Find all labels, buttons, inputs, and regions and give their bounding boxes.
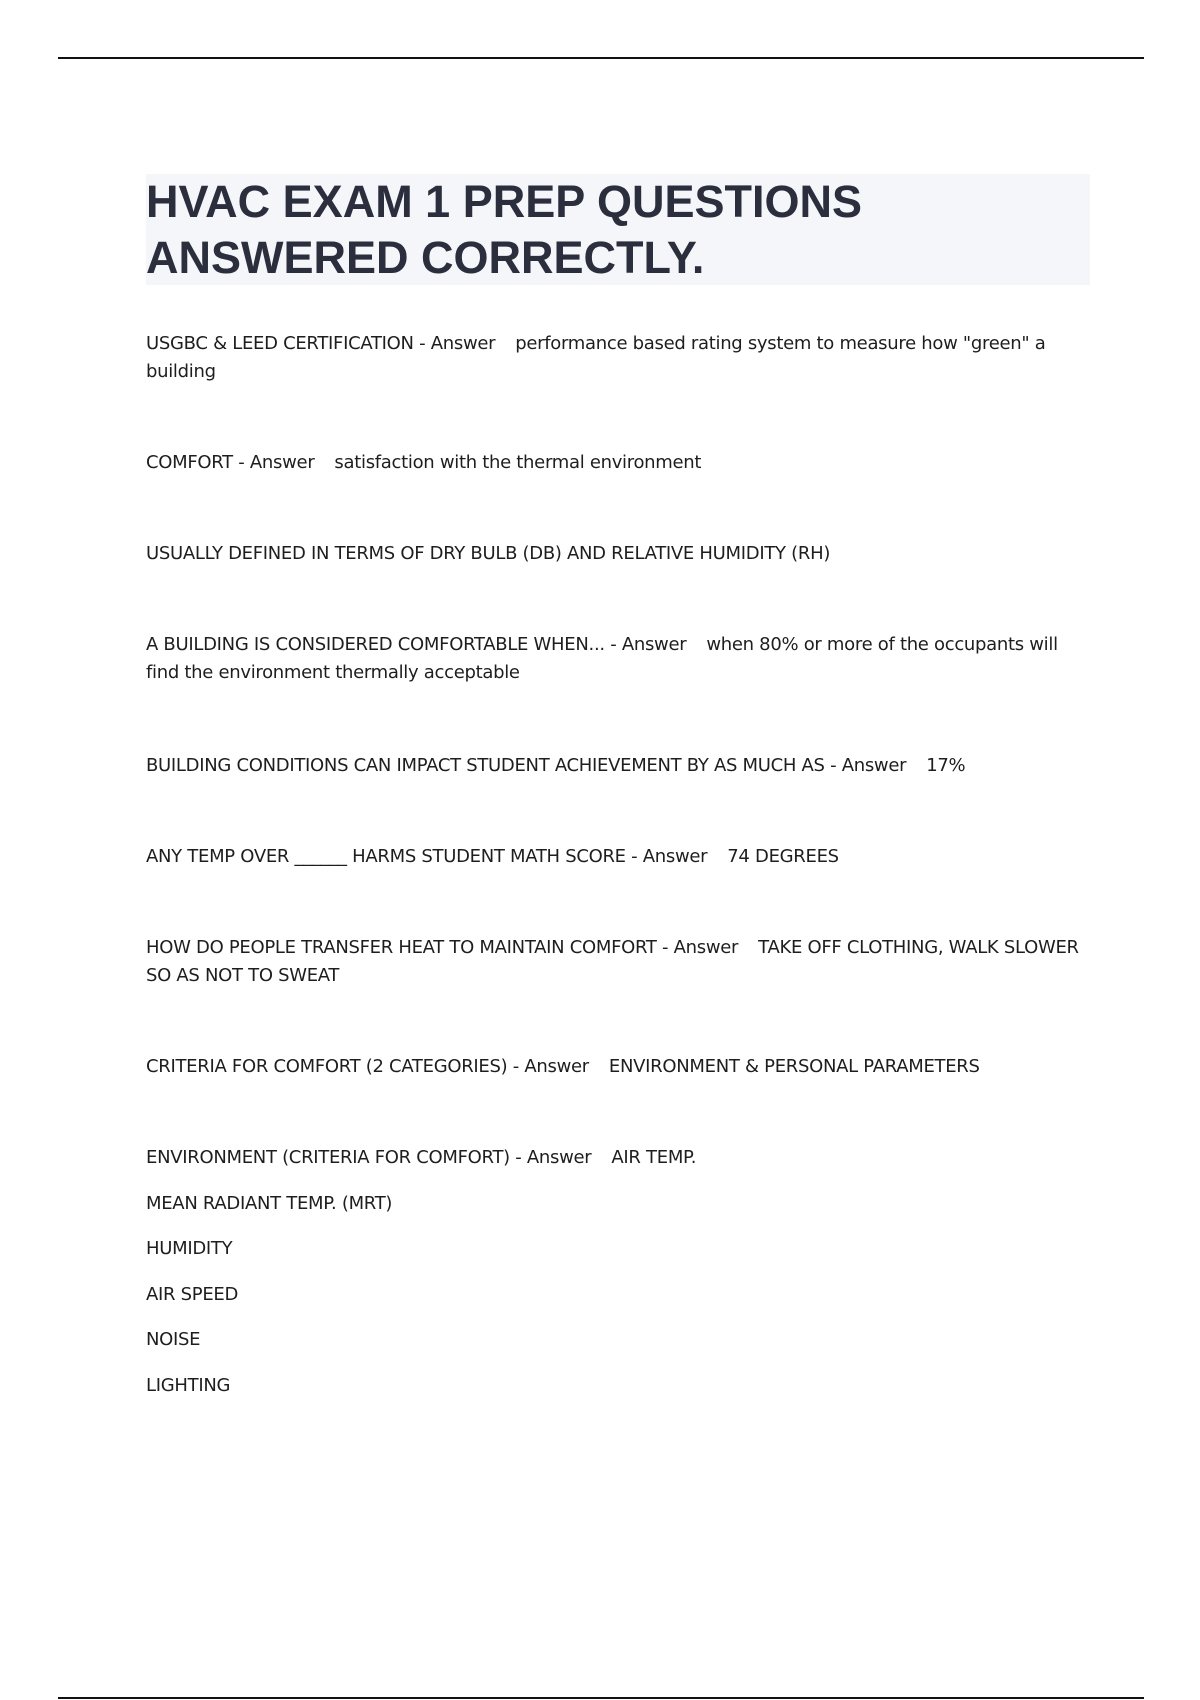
qa-item (146, 540, 1090, 568)
answer-text: satisfaction with the thermal environment (334, 452, 702, 473)
environment-list-item: AIR SPEED (146, 1284, 239, 1305)
question-text: COMFORT - Answer (146, 452, 315, 473)
environment-list-item: LIGHTING (146, 1375, 231, 1396)
top-rule (58, 57, 1144, 59)
environment-list-item: NOISE (146, 1329, 201, 1350)
environment-list-item: HUMIDITY (146, 1238, 233, 1259)
question-text: A BUILDING IS CONSIDERED COMFORTABLE WHEN... - Answer (146, 634, 687, 655)
question-text: USUALLY DEFINED IN TERMS OF DRY BULB (DB) AND RELATIVE HUMIDITY (RH) (146, 543, 831, 564)
environment-list-item: MEAN RADIANT TEMP. (MRT) (146, 1193, 393, 1214)
answer-text: ENVIRONMENT & PERSONAL PARAMETERS (608, 1056, 980, 1077)
question-text: USGBC & LEED CERTIFICATION - Answer (146, 333, 496, 354)
qa-item (146, 631, 1090, 687)
answer-text: when 80% or more of the occupants will find the environment thermally acceptable (146, 634, 1058, 683)
qa-item (146, 1144, 1090, 1172)
bottom-rule (58, 1697, 1144, 1699)
page-title: HVAC EXAM 1 PREP QUESTIONS ANSWERED CORRECTLY. (146, 176, 862, 283)
question-text: ANY TEMP OVER ______ HARMS STUDENT MATH SCORE - Answer (146, 846, 708, 867)
question-text: BUILDING CONDITIONS CAN IMPACT STUDENT ACHIEVEMENT BY AS MUCH AS - Answer (146, 755, 907, 776)
qa-item (146, 843, 1090, 871)
qa-item (146, 330, 1090, 386)
answer-text: 74 DEGREES (727, 846, 839, 867)
answer-text: performance based rating system to measure how "green" a building (146, 333, 1046, 382)
answer-text: TAKE OFF CLOTHING, WALK SLOWER SO AS NOT TO SWEAT (146, 937, 1079, 986)
answer-text: AIR TEMP. (611, 1147, 697, 1168)
qa-item (146, 449, 1090, 477)
question-text: HOW DO PEOPLE TRANSFER HEAT TO MAINTAIN COMFORT - Answer (146, 937, 739, 958)
question-text: ENVIRONMENT (CRITERIA FOR COMFORT) - Answer (146, 1147, 592, 1168)
qa-item (146, 752, 1090, 780)
qa-item (146, 1053, 1090, 1081)
question-text: CRITERIA FOR COMFORT (2 CATEGORIES) - Answer (146, 1056, 589, 1077)
qa-item (146, 934, 1090, 990)
answer-text: 17% (926, 755, 966, 776)
